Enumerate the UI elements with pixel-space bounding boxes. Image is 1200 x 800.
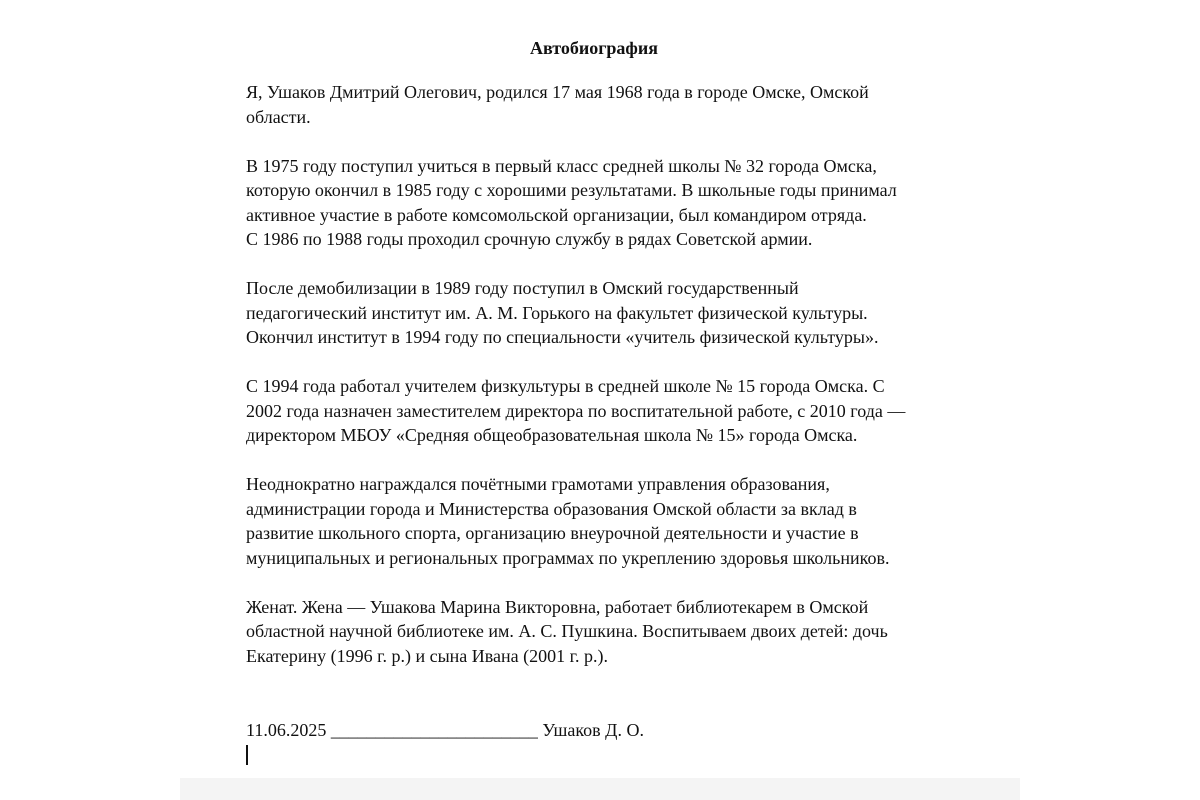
date-signature-line: 11.06.2025 _______________________ Ушаков Д. О. [246, 720, 644, 740]
paragraph-education [246, 276, 966, 350]
text-line: активное участие в работе комсомольской организации, был командиром отряда. [246, 204, 867, 225]
text-line: муниципальных и региональных программах по укреплению здоровья школьников. [246, 547, 890, 568]
text-line: В 1975 году поступил учиться в первый класс средней школы № 32 города Омска, [246, 155, 877, 176]
text-line: Я, Ушаков Дмитрий Олегович, родился 17 мая 1968 года в городе Омске, Омской [246, 82, 869, 102]
text-line: директором МБОУ «Средняя общеобразовательная школа № 15» города Омска. [246, 425, 858, 445]
page-bottom-edge [180, 778, 1020, 800]
text-line: педагогический институт им. А. М. Горького на факультет физической культуры. [246, 302, 868, 323]
text-line: После демобилизации в 1989 году поступил в Омский государственный [246, 278, 799, 298]
text-line: Женат. Жена — Ушакова Марина Викторовна, работает библиотекарем в Омской [246, 596, 869, 617]
text-line: областной научной библиотеке им. А. С. Пушкина. Воспитываем двоих детей: дочь [246, 621, 888, 641]
text-line: администрации города и Министерства образования Омской области за вклад в [246, 498, 857, 519]
document-body[interactable] [246, 80, 966, 693]
text-line: которую окончил в 1985 году с хорошими результатами. В школьные годы принимал [246, 180, 897, 200]
paragraph-career [246, 374, 966, 448]
document-title: Автобиография [530, 38, 658, 58]
text-line: развитие школьного спорта, организацию внеурочной деятельности и участие в [246, 523, 859, 543]
text-line: Неоднократно награждался почётными грамотами управления образования, [246, 474, 830, 494]
text-line: Екатерину (1996 г. р.) и сына Ивана (2001 г. р.). [246, 645, 609, 666]
text-line: Окончил институт в 1994 году по специальности «учитель физической культуры». [246, 327, 879, 347]
text-line: области. [246, 106, 311, 127]
text-line: 2002 года назначен заместителем директора по воспитательной работе, с 2010 года — [246, 400, 906, 421]
paragraph-school [246, 154, 966, 252]
text-line: С 1994 года работал учителем физкультуры в средней школе № 15 города Омска. С [246, 376, 885, 396]
paragraph-birth [246, 80, 966, 129]
text-cursor [246, 745, 248, 765]
text-line: С 1986 по 1988 годы проходил срочную службу в рядах Советской армии. [246, 229, 813, 249]
paragraph-family [246, 595, 966, 669]
paragraph-awards [246, 472, 966, 570]
